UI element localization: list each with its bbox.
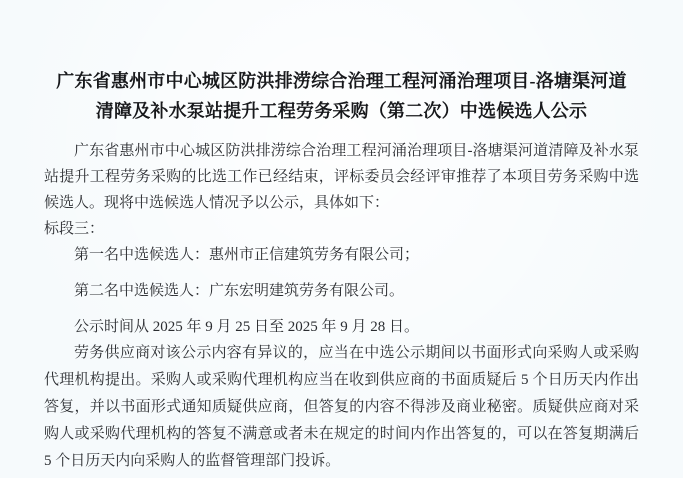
section-label: 标段三：: [44, 221, 105, 237]
document-title: 广东省惠州市中心城区防洪排涝综合治理工程河涌治理项目-洛塘渠河道清障及补水泵站提升工程劳务采购（第二次）中选候选人公示: [56, 71, 627, 121]
intro-paragraph: 广东省惠州市中心城区防洪排涝综合治理工程河涌治理项目-洛塘渠河道清障及补水泵站提升工程劳务采购的比选工作已经结束，评标委员会经评审推荐了本项目劳务采购中选候选人。现将中选候选人情况予以公示，具体如下：: [44, 143, 639, 211]
publicity-period-line: 公示时间从 2025 年 9 月 25 日至 2025 年 9 月 28 日。: [74, 319, 420, 335]
second-candidate-line: 第二名中选候选人：广东宏明建筑劳务有限公司。: [74, 283, 405, 299]
objection-paragraph: 劳务供应商对该公示内容有异议的，应当在中选公示期间以书面形式向采购人或采购代理机构提出。采购人或采购代理机构应当在收到供应商的书面质疑后 5 个日历天内作出答复，并以书面形式通知质疑供应商，但答复的内容不得涉及商业秘密。质疑供应商对采购人或采购代理机构的答复不满意或者未在规定的时间内作出答复的，可以在答复期满后 5 个日历天内向采购人的监督管理部门投诉。: [44, 345, 639, 469]
first-candidate-line: 第一名中选候选人：惠州市正信建筑劳务有限公司；: [74, 247, 420, 263]
